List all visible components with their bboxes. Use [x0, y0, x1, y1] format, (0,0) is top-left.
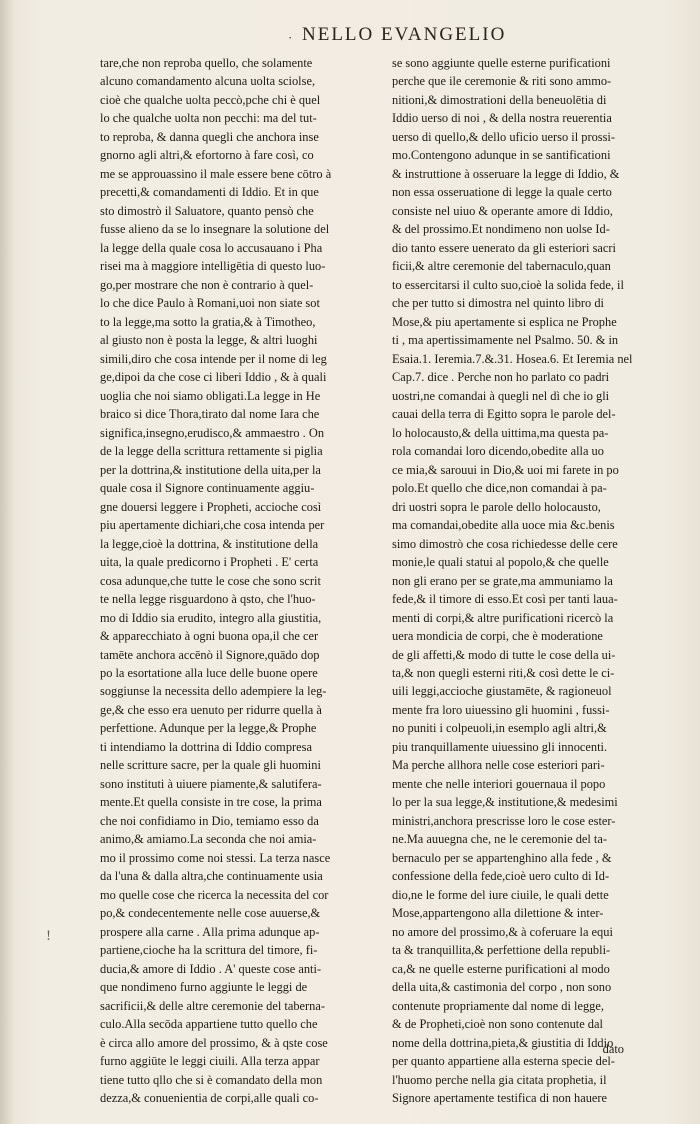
page-gutter-shadow	[0, 0, 14, 1124]
text-line: della uita,& castimonia del corpo , non sono	[392, 980, 612, 995]
text-line: uoglia che noi siamo obligati.La legge in He	[100, 388, 321, 403]
text-line: la legge,cioè la dottrina, & institutione della	[100, 536, 319, 551]
text-line: lo per la sua legge,& institutione,& medesimi	[392, 795, 618, 810]
text-line: è circa allo amore del prossimo, & à qste cose	[100, 1035, 328, 1050]
header-mark: ·	[288, 30, 294, 45]
text-line: tiene tutto qllo che si è comandato della mon	[100, 1072, 323, 1087]
text-line: l'huomo perche nella gia citata prophetia, il	[392, 1072, 607, 1087]
text-line: piu apertamente dichiari,che cosa intenda per	[100, 518, 325, 533]
right-text-column	[392, 54, 672, 1108]
text-line: quale cosa il Signore continuamente aggiu-	[100, 481, 315, 496]
text-line: dri uostri sopra le parole dello holocausto,	[392, 499, 601, 514]
text-line: uera mondicia de corpi, che è moderatione	[392, 629, 603, 644]
text-line: partiene,cioche ha la scrittura del timore, fi-	[100, 943, 318, 958]
text-line: mo di Iddio sia erudito, integro alla giustitia,	[100, 610, 322, 625]
text-line: rola comandai loro dicendo,obedite alla uo	[392, 444, 604, 459]
text-line: perfettione. Adunque per la legge,& Prophe	[100, 721, 317, 736]
text-line: che noi confidiamo in Dio, temiamo esso da	[100, 813, 319, 828]
text-line: to essercitarsi il culto suo,cioè la solida fede, il	[392, 277, 624, 292]
text-line: mo quelle cose che ricerca la necessita del cor	[100, 887, 329, 902]
text-line: to reproba, & danna quegli che anchora inse	[100, 129, 319, 144]
text-line: que nondimeno furno aggiunte le leggi de	[100, 980, 308, 995]
text-line: Ma perche allhora nelle cose esteriori pari-	[392, 758, 605, 773]
text-line: ta,& non quegli esterni riti,& così dette le ci-	[392, 665, 615, 680]
text-line: no puniti i colpeuoli,in esemplo agli altri,&	[392, 721, 607, 736]
text-line: Mose,& piu apertamente si esplica ne Prophe	[392, 314, 617, 329]
text-line: ge,& che esso era uenuto per ridurre quella à	[100, 702, 322, 717]
text-line: sto dimostrò il Saluatore, quanto pensò che	[100, 203, 314, 218]
text-line: non gli erano per se grate,ma ammuniamo la	[392, 573, 613, 588]
text-line: perche que ile ceremonie & riti sono ammo-	[392, 74, 612, 89]
text-line: go,per mostrare che non è contrario à quel-	[100, 277, 314, 292]
text-line: dio tanto essere uenerato da gli esteriori sacri	[392, 240, 616, 255]
text-line: ficii,& altre ceremonie del tabernaculo,quan	[392, 259, 611, 274]
text-line: Mose,appartengono alla dilettione & inter-	[392, 906, 604, 921]
text-line: menti di corpi,& altre purificationi ricercò la	[392, 610, 614, 625]
text-line: per quanto appartiene alla esterna specie del-	[392, 1054, 615, 1069]
running-header	[0, 22, 700, 50]
text-line: se sono aggiunte quelle esterne purificationi	[392, 56, 611, 70]
text-line: de gli affetti,& modo di tutte le cose della ui-	[392, 647, 616, 662]
text-line: per la dottrina,& institutione della uita,per la	[100, 462, 321, 477]
text-line: Cap.7. dice . Perche non ho parlato co padri	[392, 370, 610, 385]
text-line: al giusto non è posta la legge, & altri luoghi	[100, 333, 318, 348]
text-line: mente fra loro uiuessino gli huomini , fussi-	[392, 702, 610, 717]
text-line: alcuno comandamento alcuna uolta sciolse,	[100, 74, 316, 89]
text-line: & del prossimo.Et nondimeno non uolse Id-	[392, 222, 610, 237]
text-line: gnorno agli altri,& efortorno à fare così, co	[100, 148, 314, 163]
text-line: sacrificii,& delle altre ceremonie del taberna-	[100, 998, 325, 1013]
text-line: me se approuassino il male essere bene cōtro à	[100, 166, 332, 181]
text-line: ducia,& amore di Iddio . A' queste cose anti-	[100, 961, 322, 976]
text-line: nelle scritture sacre, per la quale gli huomini	[100, 758, 321, 773]
text-line: simo dimostrò che cosa richiedesse delle cere	[392, 536, 618, 551]
text-line: tamēte anchora accēnò il Signore,quādo dop	[100, 647, 320, 662]
text-line: ti intendiamo la dottrina di Iddio compresa	[100, 739, 312, 754]
text-line: braico si dice Thora,tirato dal nome Iara che	[100, 407, 320, 422]
margin-mark: !	[46, 928, 51, 944]
text-line: uita, la quale predicorno i Propheti . E' certa	[100, 555, 319, 570]
text-line: monie,le quali statui al popolo,& che quelle	[392, 555, 609, 570]
text-line: uerso di quello,& dello uficio uerso il prossi-	[392, 129, 615, 144]
text-line: precetti,& comandamenti di Iddio. Et in que	[100, 185, 319, 200]
text-line: consiste nel uiuo & operante amore di Iddio,	[392, 203, 613, 218]
text-line: Esaia.1. Ieremia.7.&.31. Hosea.6. Et Ieremia nel	[392, 351, 633, 366]
text-line: uostri,ne comandai à quegli nel dì che io gli	[392, 388, 610, 403]
text-line: te nella legge risguardono à qsto, che l'huo-	[100, 592, 316, 607]
text-line: sono instituti à uiuere piamente,& salutifera-	[100, 776, 322, 791]
text-line: de la legge della scrittura rettamente si piglia	[100, 444, 323, 459]
text-line: risei ma à maggiore intelligētia di questo luo-	[100, 259, 326, 274]
text-line: bernaculo per se appartenghino alla fede , &	[392, 850, 612, 865]
text-line: dio,ne le forme del iure ciuile, le quali dette	[392, 887, 609, 902]
text-line: to la legge,ma sotto la gratia,& à Timotheo,	[100, 314, 316, 329]
text-line: mo.Contengono adunque in se santificationi	[392, 148, 611, 163]
text-line: ca,& ne quelle esterne purificationi al modo	[392, 961, 610, 976]
text-line: animo,& amiamo.La seconda che noi amia-	[100, 832, 317, 847]
text-line: Signore apertamente testifica di non hauere	[392, 1091, 608, 1106]
text-line: & apparecchiato à ogni buona opa,il che cer	[100, 629, 319, 644]
text-line: ti , ma apertissimamente nel Psalmo. 50. & in	[392, 333, 619, 348]
text-line: lo che qualche uolta non pecchi: ma del tut-	[100, 111, 317, 126]
text-line: ge,dipoi da che cose ci liberi Iddio , & à quali	[100, 370, 327, 385]
text-line: la legge della quale cosa lo accusauano i Pha	[100, 240, 323, 255]
text-line: polo.Et quello che dice,non comandai à pa-	[392, 481, 607, 496]
text-line: cosa adunque,che tutte le cose che sono scrit	[100, 573, 321, 588]
text-line: simili,diro che cosa intende per il nome di leg	[100, 351, 327, 366]
text-line: & de Propheti,cioè non sono contenute dal	[392, 1017, 603, 1032]
text-line: lo che dice Paulo à Romani,uoi non siate sot	[100, 296, 320, 311]
text-line: lo holocausto,& della uittima,ma questa pa-	[392, 425, 609, 440]
text-line: nome della dottrina,pieta,& giustitia di Iddio	[392, 1035, 614, 1050]
text-line: cioè che qualche uolta peccò,pche chi è quel	[100, 92, 321, 107]
text-line: ta & tranquillita,& perfettione della republi-	[392, 943, 611, 958]
left-text-column	[100, 54, 380, 1108]
text-line: significa,insegno,erudisco,& ammaestro . On	[100, 425, 325, 440]
text-line: soggiunse la necessita dello adempiere la leg-	[100, 684, 327, 699]
text-line: no amore del prossimo,& à coferuare la equi	[392, 924, 613, 939]
text-line: ce mia,& sarouui in Dio,& uoi mi farete in po	[392, 462, 619, 477]
text-line: dezza,& conuenientia de corpi,alle quali co-	[100, 1091, 319, 1106]
text-line: contenute propriamente dal nome di legge,	[392, 998, 604, 1013]
text-line: cauai della terra di Egitto sopra le parole del-	[392, 407, 616, 422]
text-line: fusse alieno da se lo insegnare la solutione del	[100, 222, 330, 237]
text-line: mente che nelle interiori gouernaua il popo	[392, 776, 606, 791]
text-line: po la esortatione alla luce delle buone opere	[100, 665, 318, 680]
running-title: NELLO EVANGELIO	[302, 24, 507, 45]
text-line: mente.Et quella consiste in tre cose, la prima	[100, 795, 322, 810]
text-line: & instruttione à osseruare la legge di Iddio, &	[392, 166, 620, 181]
text-line: uili leggi,accioche giustamēte, & ragioneuol	[392, 684, 612, 699]
text-line: piu tranquillamente uiuessino gli innocenti.	[392, 739, 608, 754]
text-line: ministri,anchora prescrisse loro le cose ester-	[392, 813, 616, 828]
text-line: prospere alla carne . Alla prima adunque ap-	[100, 924, 320, 939]
text-line: ne.Ma auuegna che, ne le ceremonie del ta-	[392, 832, 608, 847]
text-line: gne douersi leggere i Propheti, accioche così	[100, 499, 322, 514]
text-line: confessione della fede,cioè uero culto di Id-	[392, 869, 610, 884]
text-line: nitioni,& dimostrationi della beneuolētia di	[392, 92, 607, 107]
text-line: ma comandai,obedite alla uoce mia &c.benis	[392, 518, 615, 533]
text-line: tare,che non reproba quello, che solamente	[100, 56, 313, 70]
text-line: mo il prossimo come noi stessi. La terza nasce	[100, 850, 331, 865]
catchword: dato	[602, 1042, 624, 1056]
text-line: non essa osseruatione di legge la quale certo	[392, 185, 612, 200]
text-line: che per tutto si dimostra nel quinto libro di	[392, 296, 604, 311]
text-line: furno aggiūte le leggi ciuili. Alla terza appar	[100, 1054, 320, 1069]
text-line: fede,& il timore di esso.Et così per tanti laua-	[392, 592, 618, 607]
text-line: po,& condecentemente nelle cose auuerse,&	[100, 906, 321, 921]
text-line: Iddio uerso di noi , & della nostra reuerentia	[392, 111, 612, 126]
text-line: da l'una & dalla altra,che continuamente usia	[100, 869, 323, 884]
text-line: culo.Alla secōda appartiene tutto quello che	[100, 1017, 318, 1032]
